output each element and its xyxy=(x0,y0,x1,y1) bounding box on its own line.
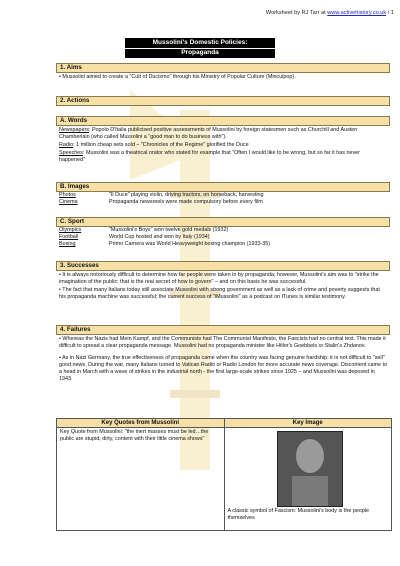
speeches-text: : Mussolini was a theatrical orator who stated for example that "Often I would like to be wrong, but so far it has never happened" xyxy=(59,150,360,164)
failures-p1: • Whereas the Nazis had Mein Kampf, and the Communists had The Communist Manifesto, the Fascists had no central text. This made it difficult to spread a clear propaganda message. Mussolini had no propaganda minister like Hitler's Goebbels or Stalin's Zhdanov. xyxy=(59,336,386,350)
quotes-text: Key Quote from Mussolini: "the inert masses must be led…the public are stupid, dirty, content with their little cinema shows" xyxy=(60,429,209,442)
sport-row xyxy=(56,241,390,248)
header-link[interactable]: www.activehistory.co.uk xyxy=(327,10,387,16)
sport-row-value: Primo Carnera was World Heavyweight boxing champion (1933-35) xyxy=(109,241,271,247)
sport-row-value: "Mussolini's Boys" won twelve gold medals (1932) xyxy=(109,227,229,233)
actions-section xyxy=(56,96,390,106)
aims-text: • Mussolini aimed to create a "Cult of Ducismo" through his Ministry of Popular Culture (Minculpop). xyxy=(59,74,296,80)
images-row-value: "Il Duce" playing violin, driving tractors, on horseback, harvesting xyxy=(109,192,264,198)
failures-heading: 4. Failures xyxy=(56,325,390,335)
successes-heading: 3. Successes xyxy=(56,261,390,271)
images-row-key: Photos xyxy=(59,192,76,198)
sport-heading: C. Sport xyxy=(56,217,390,227)
sport-row-value: World Cup hosted and won by Italy (1934) xyxy=(109,234,210,240)
page-header xyxy=(0,10,394,16)
newspapers-text: : Popolo D'Italia publicised positive assessments of Mussolini by foreign statesmen such as Churchill and Austen Chamberlain (who called Mussolini a "good man to do business with"). xyxy=(59,127,358,141)
words-section xyxy=(56,116,390,165)
words-speeches xyxy=(56,150,390,165)
aims-heading: 1. Aims xyxy=(56,63,390,73)
actions-heading: 2. Actions xyxy=(56,96,390,106)
speeches-label: Speeches xyxy=(59,150,83,157)
sport-row-key: Football xyxy=(59,234,79,240)
key-table xyxy=(56,418,392,531)
header-suffix: / 1 xyxy=(386,10,394,16)
failures-p2: • As in Nazi Germany, the true effectiveness of propaganda came when the country was facing genuine hardship: it is not difficult to "sell" good news. During the war, many Italians turned to Vatican Radio or Radio London for more accurate news coverage. Discontent came to a head in March with a wave of strikes in the industrial north - the first large-scale strikes since 1925 – and Mussolini was deposed in 1943. xyxy=(59,355,388,383)
sport-section xyxy=(56,217,390,248)
successes-section xyxy=(56,261,390,302)
image-caption: A classic symbol of Fascism: Mussolini's body is the people themselves xyxy=(227,508,370,521)
sport-row-key: Boxing xyxy=(59,241,76,247)
title-line2: Propaganda xyxy=(125,48,275,58)
quotes-column xyxy=(57,419,224,530)
images-row-key: Cinema xyxy=(59,199,78,205)
title-line1: Mussolini's Domestic Policies: xyxy=(152,39,248,46)
page-title xyxy=(125,38,275,58)
radio-label: Radio xyxy=(59,142,74,149)
images-row xyxy=(56,199,390,206)
words-radio xyxy=(56,142,390,150)
sport-row xyxy=(56,227,390,234)
sport-row-key: Olympics xyxy=(59,227,82,233)
image-column xyxy=(224,419,392,530)
images-row-value: Propaganda newsreels were made compulsory before every film xyxy=(109,199,263,205)
radio-text: : 1 million cheap sets sold – "Chronicles of the Regime" glorified the Duce xyxy=(73,142,249,149)
newspapers-label: Newspapers xyxy=(59,127,89,133)
sport-row xyxy=(56,234,390,241)
words-heading: A. Words xyxy=(56,116,390,126)
words-newspapers xyxy=(56,126,390,142)
mussolini-poster-image xyxy=(277,431,343,507)
quotes-heading: Key Quotes from Mussolini xyxy=(57,419,224,428)
failures-section xyxy=(56,325,390,385)
successes-p2: • The fact that many Italians today still associate Mussolini with strong government as well as a lack of crime and poverty suggests that his propaganda machine was successful; the current success of "iMussolini" as a podcast on ITunes is similar testimony. xyxy=(59,287,380,301)
header-prefix: Worksheet by RJ Tarr at xyxy=(265,10,328,16)
aims-section xyxy=(56,63,390,82)
successes-p1: • It is always notoriously difficult to determine how far people were taken in by propaganda; however, Mussolini's aim was to "strike the imagination of the public: that is the real secret of how to govern" – and on this basis he was successful. xyxy=(59,272,379,286)
images-row xyxy=(56,192,390,199)
images-section xyxy=(56,182,390,206)
image-heading: Key Image xyxy=(225,419,392,428)
images-heading: B. Images xyxy=(56,182,390,192)
